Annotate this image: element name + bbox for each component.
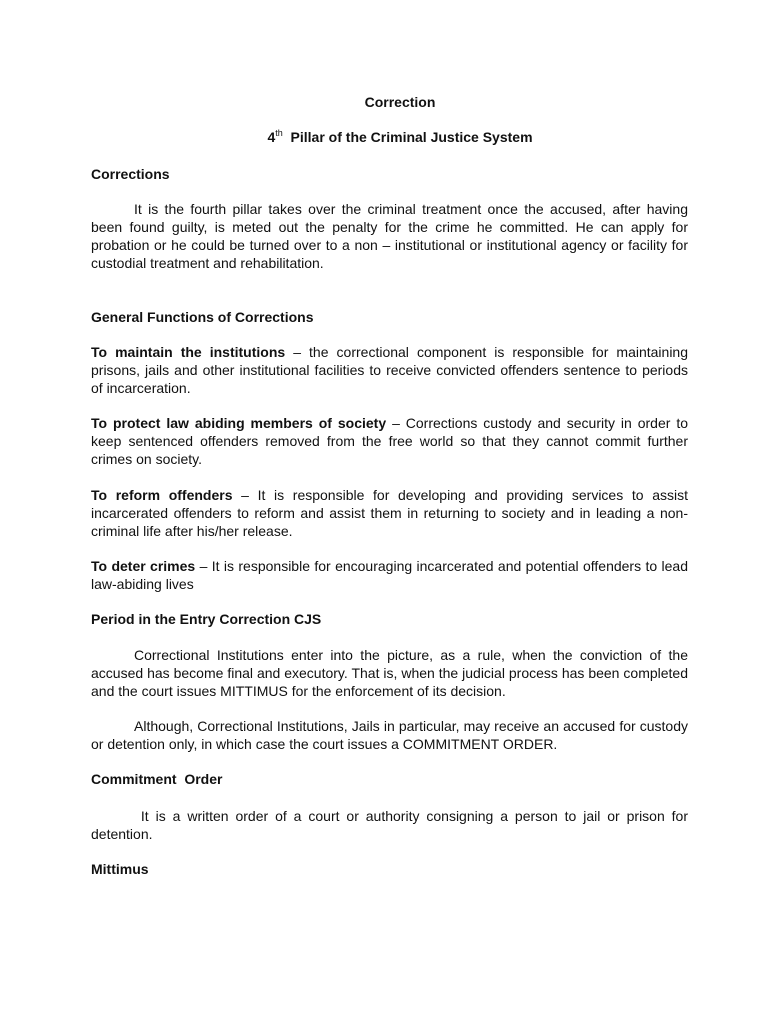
- function-reform-offenders: [91, 486, 688, 540]
- subtitle-text: Pillar of the Criminal Justice System: [282, 129, 533, 145]
- function-description: – It is responsible for encouraging incarcerated and potential offenders to lead law-abiding lives: [91, 558, 688, 592]
- period-entry-paragraph-1: Correctional Institutions enter into the picture, as a rule, when the conviction of the accused has become final and executory. That is, when the judicial process has been completed and the court issues MITTIMUS for the enforcement of its decision.: [91, 647, 688, 699]
- function-description: – the correctional component is responsible for maintaining prisons, jails and other institutional facilities to receive convicted offenders sentence to periods of incarceration.: [91, 344, 689, 396]
- function-description: – It is responsible for developing and providing services to assist incarcerated offenders to reform and assist them in returning to society and in leading a non-criminal life after his/her release.: [91, 487, 688, 539]
- function-term: To protect law abiding members of society: [91, 415, 387, 431]
- document-subtitle: [0, 129, 768, 146]
- commitment-order-paragraph: It is a written order of a court or authority consigning a person to jail or prison for detention.: [91, 808, 692, 842]
- function-protect-society: [91, 414, 688, 468]
- general-functions-heading: General Functions of Corrections: [91, 309, 314, 325]
- function-deter-crimes: [91, 557, 688, 593]
- document-title: Correction: [364, 94, 436, 110]
- corrections-paragraph: It is the fourth pillar takes over the criminal treatment once the accused, after having been found guilty, is meted out the penalty for the crime he committed. He can apply for probation or he could be turned over to a non – institutional or institutional agency or facility for custodial treatment and rehabilitation.: [91, 201, 688, 271]
- function-description: – Corrections custody and security in order to keep sentenced offenders removed from the free world so that they cannot commit further crimes on society.: [91, 415, 689, 467]
- function-term: To reform offenders: [91, 487, 233, 503]
- commitment-order-heading: Commitment Order: [91, 771, 223, 787]
- period-entry-paragraph-2: Although, Correctional Institutions, Jails in particular, may receive an accused for custody or detention only, in which case the court issues a COMMITMENT ORDER.: [91, 718, 688, 752]
- corrections-heading: Corrections: [91, 166, 170, 182]
- function-term: To deter crimes: [91, 558, 196, 574]
- mittimus-heading: Mittimus: [91, 861, 149, 877]
- period-entry-heading: Period in the Entry Correction CJS: [91, 611, 322, 627]
- function-maintain-institutions: [91, 343, 688, 397]
- function-term: To maintain the institutions: [91, 344, 286, 360]
- subtitle-number: 4: [267, 129, 276, 145]
- subtitle-ordinal-suffix: th: [275, 128, 283, 138]
